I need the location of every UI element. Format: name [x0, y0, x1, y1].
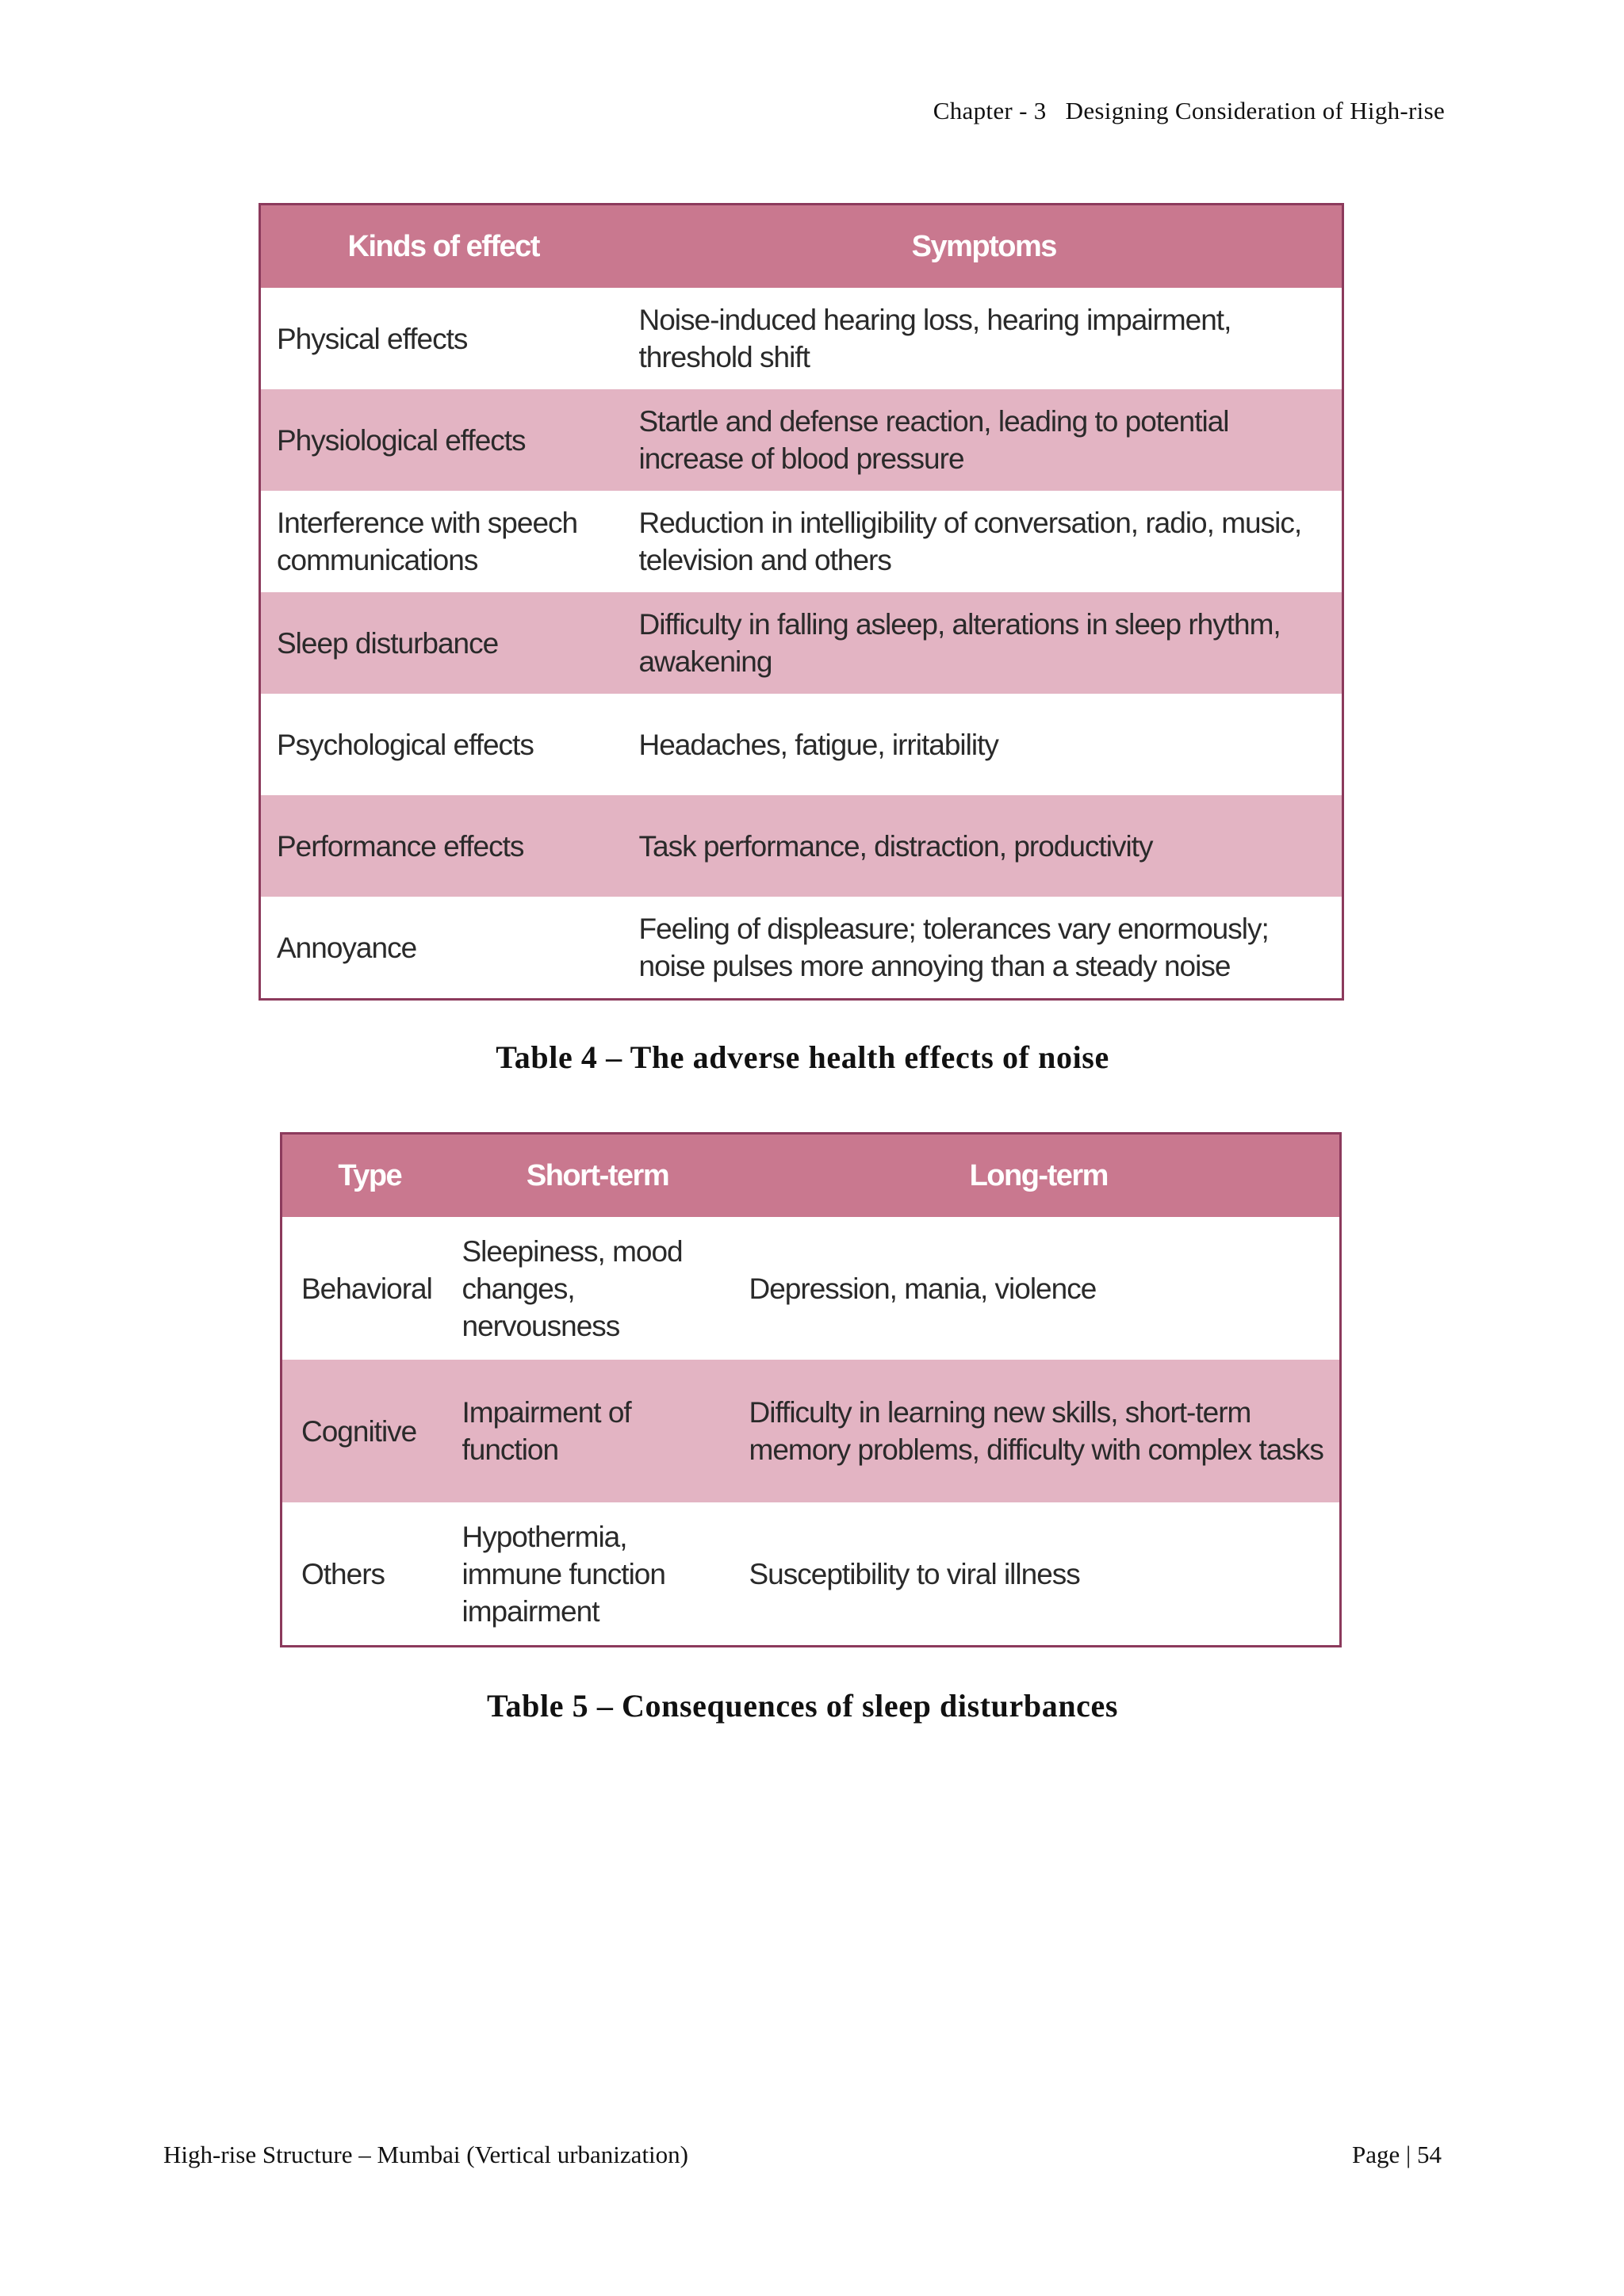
- short-term-cell: Sleepiness, mood changes, nervousness: [458, 1217, 738, 1360]
- column-header: Short-term: [458, 1134, 738, 1218]
- sleep-disturbance-table: [280, 1132, 1342, 1647]
- short-term-cell: Impairment of function: [458, 1360, 738, 1502]
- footer-document-title: High-rise Structure – Mumbai (Vertical urbanization): [163, 2141, 688, 2168]
- symptoms-cell: Startle and defense reaction, leading to potential increase of blood pressure: [626, 389, 1343, 491]
- table-row: [260, 288, 1343, 389]
- table-5-caption: Table 5 – Consequences of sleep disturbances: [486, 1688, 1119, 1724]
- column-header: Symptoms: [626, 205, 1343, 289]
- symptoms-cell: Feeling of displeasure; tolerances vary enormously; noise pulses more annoying than a steady noise: [626, 897, 1343, 1000]
- symptoms-cell: Difficulty in falling asleep, alterations in sleep rhythm, awakening: [626, 592, 1343, 694]
- running-header: Chapter - 3 Designing Consideration of High-rise: [933, 97, 1445, 124]
- long-term-cell: Depression, mania, violence: [738, 1217, 1341, 1360]
- table-header-row: [260, 205, 1343, 289]
- table-row: [260, 694, 1343, 795]
- table-4-caption: Table 4 – The adverse health effects of noise: [496, 1039, 1109, 1075]
- table-row: [260, 795, 1343, 897]
- table-row: [260, 897, 1343, 1000]
- table-row: [282, 1217, 1341, 1360]
- table-row: [282, 1502, 1341, 1647]
- effect-kind-cell: Performance effects: [260, 795, 626, 897]
- type-cell: Cognitive: [282, 1360, 458, 1502]
- symptoms-cell: Task performance, distraction, productivity: [626, 795, 1343, 897]
- long-term-cell: Difficulty in learning new skills, short-term memory problems, difficulty with complex tasks: [738, 1360, 1341, 1502]
- symptoms-cell: Headaches, fatigue, irritability: [626, 694, 1343, 795]
- short-term-cell: Hypothermia, immune function impairment: [458, 1502, 738, 1647]
- effect-kind-cell: Physiological effects: [260, 389, 626, 491]
- table-row: [260, 389, 1343, 491]
- noise-effects-table: [259, 203, 1344, 1001]
- type-cell: Behavioral: [282, 1217, 458, 1360]
- effect-kind-cell: Interference with speech communications: [260, 491, 626, 592]
- symptoms-cell: Noise-induced hearing loss, hearing impairment, threshold shift: [626, 288, 1343, 389]
- table-header-row: [282, 1134, 1341, 1218]
- effect-kind-cell: Psychological effects: [260, 694, 626, 795]
- symptoms-cell: Reduction in intelligibility of conversation, radio, music, television and others: [626, 491, 1343, 592]
- table-row: [260, 592, 1343, 694]
- type-cell: Others: [282, 1502, 458, 1647]
- column-header: Type: [282, 1134, 458, 1218]
- table-row: [260, 491, 1343, 592]
- footer-page-number: Page | 54: [1352, 2141, 1442, 2168]
- effect-kind-cell: Sleep disturbance: [260, 592, 626, 694]
- effect-kind-cell: Physical effects: [260, 288, 626, 389]
- long-term-cell: Susceptibility to viral illness: [738, 1502, 1341, 1647]
- effect-kind-cell: Annoyance: [260, 897, 626, 1000]
- column-header: Long-term: [738, 1134, 1341, 1218]
- column-header: Kinds of effect: [260, 205, 626, 289]
- table-row: [282, 1360, 1341, 1502]
